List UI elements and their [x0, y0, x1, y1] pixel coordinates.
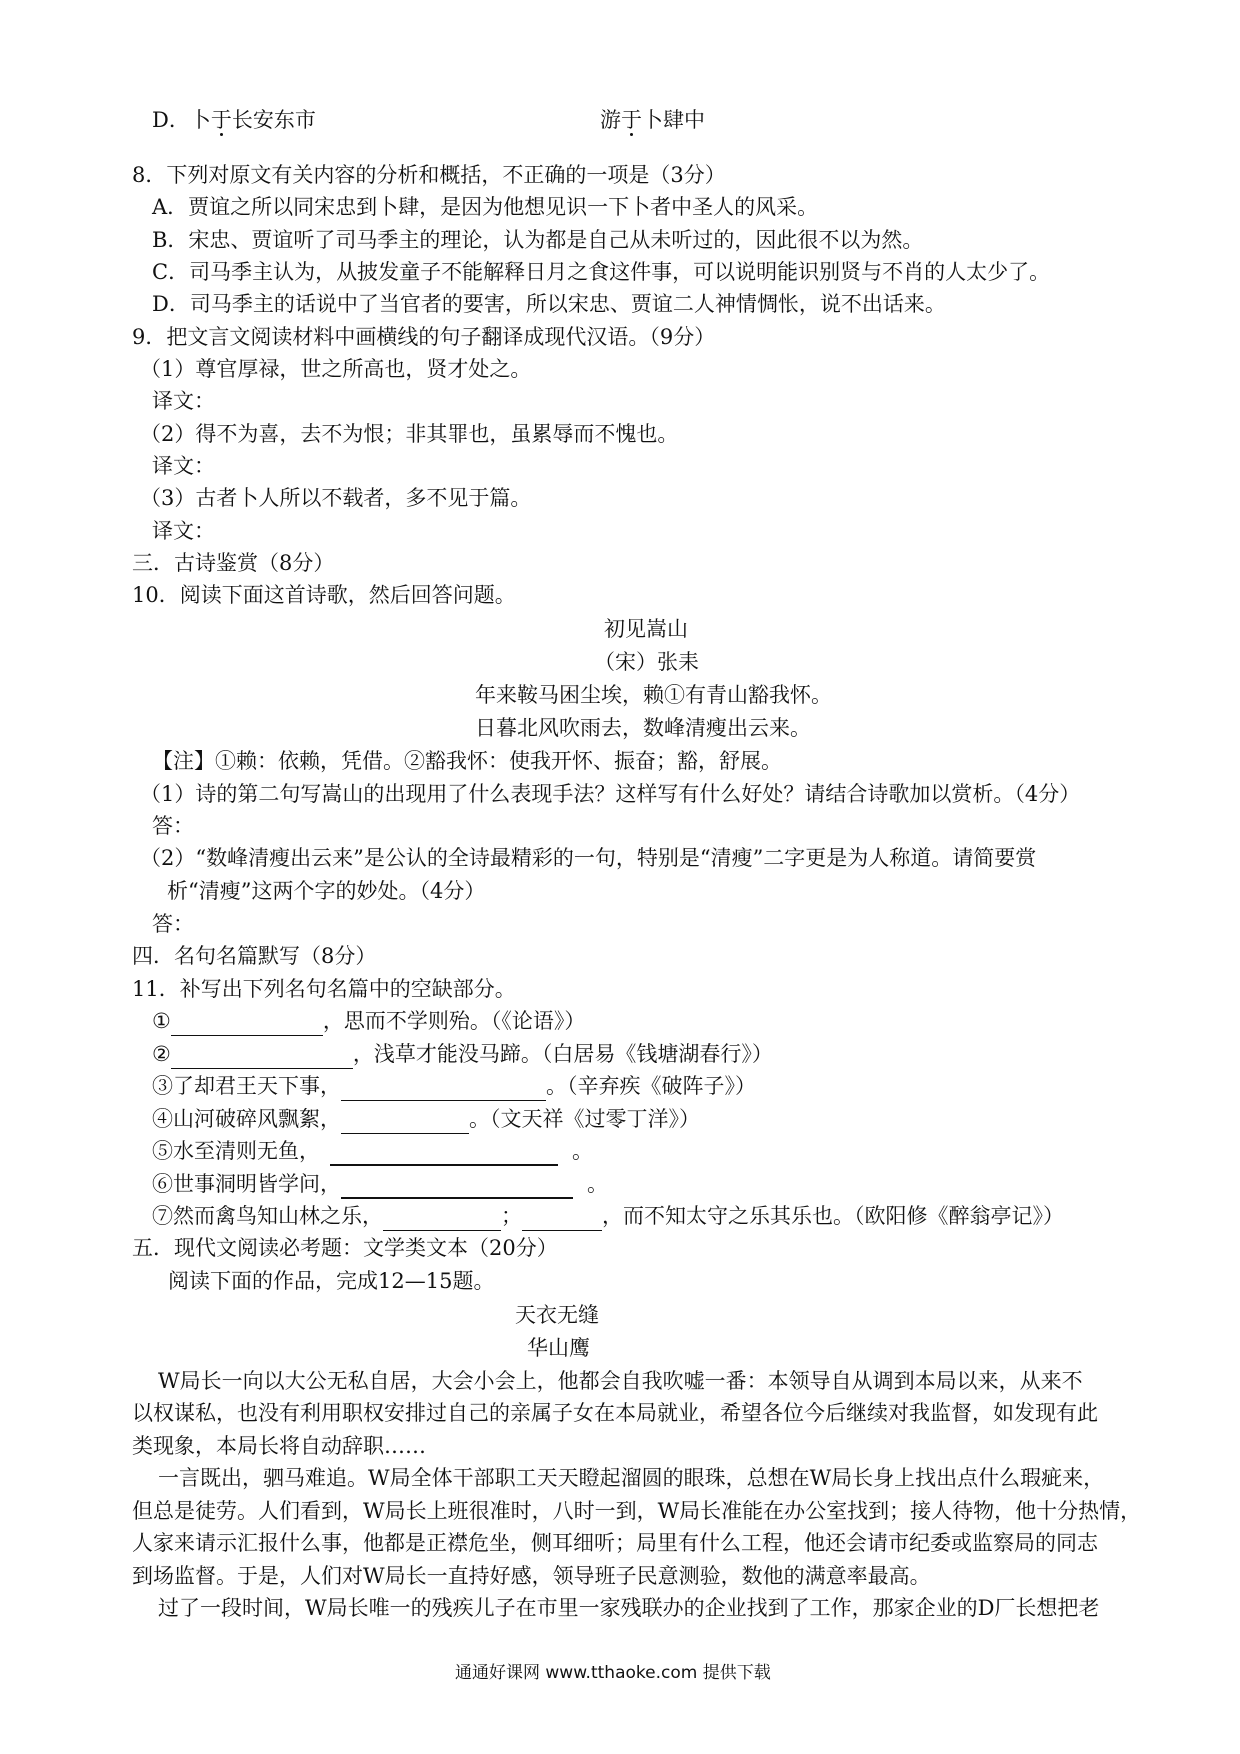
q11-line-7: ⑦然而禽鸟知山林之乐， ； ，而不知太守之乐其乐也。（欧阳修《醉翁亭记》）: [152, 1201, 1064, 1231]
story-line-3: 类现象，本局长将自动辞职……: [132, 1434, 426, 1458]
q8-option-d: D．司马季主的话说中了当官者的要害，所以宋忠、贾谊二人神情惆怅，说不出话来。: [152, 292, 946, 316]
story-line-5: 但总是徒劳。人们看到，W局长上班很准时，八时一到，W局长准能在办公室找到；接人待物，他十分热情，: [132, 1499, 1142, 1523]
q11-line-6: ⑥世事洞明皆学问， 。: [152, 1169, 608, 1199]
q8-stem: 8．下列对原文有关内容的分析和概括，不正确的一项是（3分）: [132, 163, 726, 187]
q11-blank-7b[interactable]: [522, 1208, 602, 1231]
section-4-heading: 四．名句名篇默写（8分）: [132, 944, 377, 968]
q11-line-4: ④山河破碎风飘絮， 。（文天祥《过零丁洋》）: [152, 1104, 700, 1134]
story-line-4: 一言既出，驷马难追。W局全体干部职工天天瞪起溜圆的眼珠，总想在W局长身上找出点什么瑕疵来，: [158, 1466, 1105, 1490]
q11-line-5: ⑤水至清则无鱼， 。: [152, 1136, 593, 1166]
q11-blank-3[interactable]: [341, 1078, 546, 1101]
poem-author: （宋）张耒: [594, 650, 699, 674]
story-author: 华山鹰: [527, 1336, 590, 1360]
q9-item-1: （1）尊官厚禄，世之所高也，贤才处之。: [140, 357, 532, 381]
q10-stem: 10．阅读下面这首诗歌，然后回答问题。: [132, 583, 516, 607]
section-5-intro: 阅读下面的作品，完成12—15题。: [168, 1269, 495, 1293]
poem-title: 初见嵩山: [604, 617, 688, 641]
q11-line-1: ① ，思而不学则殆。（《论语》）: [152, 1006, 585, 1036]
q9-answer-label-1: 译文：: [152, 389, 215, 413]
q9-answer-label-3: 译文：: [152, 519, 215, 543]
page-footer: 通通好课网 www.tthaoke.com 提供下载: [455, 1663, 771, 1683]
q8-option-c: C．司马季主认为，从披发童子不能解释日月之食这件事，可以说明能识别贤与不肖的人太少了。: [152, 260, 1051, 284]
story-line-2: 以权谋私，也没有利用职权安排过自己的亲属子女在本局就业，希望各位今后继续对我监督，如发现有此: [132, 1401, 1098, 1425]
q7-option-d: [152, 105, 316, 135]
q11-blank-7a[interactable]: [383, 1208, 501, 1231]
story-line-1: W局长一向以大公无私自居，大会小会上，他都会自我吹嘘一番：本领导自从调到本局以来，从来不: [158, 1369, 1083, 1393]
q8-option-b: B．宋忠、贾谊听了司马季主的理论，认为都是自己从未听过的，因此很不以为然。: [152, 228, 924, 252]
q11-blank-4[interactable]: [341, 1111, 469, 1134]
section-3-heading: 三．古诗鉴赏（8分）: [132, 551, 335, 575]
q7-option-d-phrase-a: 卜于长安东市: [189, 108, 316, 132]
q11-blank-1[interactable]: [171, 1013, 323, 1036]
poem-note: 【注】①赖：依赖，凭借。②豁我怀：使我开怀、振奋；豁，舒展。: [152, 749, 782, 773]
poem-line-1: 年来鞍马困尘埃，赖①有青山豁我怀。: [475, 683, 832, 707]
q7-option-d-label: D．: [152, 108, 190, 132]
poem-line-2: 日暮北风吹雨去，数峰清瘦出云来。: [475, 716, 811, 740]
q10-sub-1: （1）诗的第二句写嵩山的出现用了什么表现手法？这样写有什么好处？请结合诗歌加以赏析。（4分）: [140, 782, 1081, 806]
q9-item-2: （2）得不为喜，去不为恨；非其罪也，虽累辱而不愧也。: [140, 422, 679, 446]
q10-answer-label-2: 答：: [152, 912, 194, 936]
story-line-6: 人家来请示汇报什么事，他都是正襟危坐，侧耳细听；局里有什么工程，他还会请市纪委或监察局的同志: [132, 1531, 1098, 1555]
q9-stem: 9．把文言文阅读材料中画横线的句子翻译成现代汉语。（9分）: [132, 325, 716, 349]
story-title: 天衣无缝: [515, 1303, 599, 1327]
story-line-8: 过了一段时间，W局长唯一的残疾儿子在市里一家残联办的企业找到了工作，那家企业的D厂长想把老: [158, 1596, 1100, 1620]
section-5-heading: 五．现代文阅读必考题：文学类文本（20分）: [132, 1236, 558, 1260]
q10-sub-2-line-2: 析“清瘦”这两个字的妙处。（4分）: [167, 879, 486, 903]
q11-blank-6[interactable]: [341, 1175, 573, 1199]
q10-sub-2-line-1: （2）“数峰清瘦出云来”是公认的全诗最精彩的一句，特别是“清瘦”二字更是为人称道。请简要赏: [140, 846, 1037, 870]
q10-answer-label-1: 答：: [152, 814, 194, 838]
q8-option-a: A．贾谊之所以同宋忠到卜肆，是因为他想见识一下卜者中圣人的风采。: [152, 195, 819, 219]
q9-item-3: （3）古者卜人所以不载者，多不见于篇。: [140, 486, 532, 510]
q11-stem: 11．补写出下列名句名篇中的空缺部分。: [132, 977, 516, 1001]
q7-option-d-phrase-b: 游于卜肆中: [600, 108, 705, 132]
q9-answer-label-2: 译文：: [152, 454, 215, 478]
q11-line-2: ② ，浅草才能没马蹄。（白居易《钱塘湖春行》）: [152, 1039, 773, 1069]
q11-blank-5[interactable]: [330, 1142, 558, 1166]
q11-line-3: ③了却君王天下事， 。（辛弃疾《破阵子》）: [152, 1071, 756, 1101]
q11-blank-2[interactable]: [171, 1046, 353, 1069]
story-line-7: 到场监督。于是，人们对W局长一直持好感，领导班子民意测验，数他的满意率最高。: [132, 1564, 931, 1588]
